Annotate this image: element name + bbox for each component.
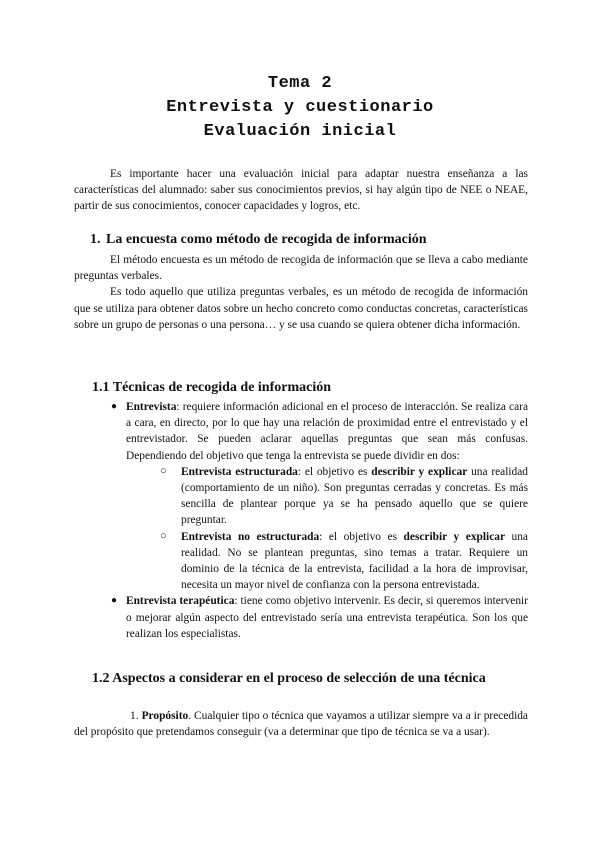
text-no-estructurada-pre: : el objetivo es: [319, 530, 404, 543]
circle-bullet-icon: ○: [160, 464, 167, 477]
title-main: Entrevista y cuestionario: [166, 98, 434, 117]
term-proposito: Propósito: [141, 710, 189, 722]
text-no-estructurada-post: una realidad. No se plantean preguntas, sino temas a tratar. Requiere un dominio de la técnica de la entrevista, facilidad a la hora de improvisar, necesita un mayor nivel de confianza con la persona entrevistada.: [181, 530, 528, 592]
bullet-icon: ●: [111, 595, 118, 607]
section-1-1-heading: 1.1 Técnicas de recogida de información: [92, 380, 332, 395]
title-sub: Evaluación inicial: [203, 122, 397, 141]
list-item-estructurada: [74, 464, 528, 529]
section-1-1: [74, 379, 528, 397]
bold-describir-2: describir y explicar: [403, 530, 505, 543]
term-no-estructurada: Entrevista no estructurada: [181, 530, 320, 543]
text-terapeutica: : tiene como objetivo intervenir. Es decir, si queremos intervenir o mejorar algún aspecto del entrevistado sería una entrevista terapéutica. Son los que realizan los especialistas.: [126, 595, 528, 640]
list-item-no-estructurada: [74, 529, 528, 594]
section-1-2-body: [74, 708, 528, 740]
bullet-icon: ●: [111, 401, 118, 412]
section-1-1-body: [74, 399, 528, 642]
section-1-title: La encuesta como método de recogida de información: [106, 232, 427, 247]
intro-paragraph: Es importante hacer una evaluación inicial para adaptar nuestra enseñanza a las características del alumnado: saber sus conocimientos previos, si hay algún tipo de NEE o NEAE, partir de sus conocimientos, conocer capacidades y logros, etc.: [74, 168, 528, 213]
section-1-paragraph-2: Es todo aquello que utiliza preguntas verbales, es un método de recogida de información que se utiliza para obtener datos sobre un hecho concreto como conductas concretas, características sobre un grupo de personas o una persona… y se usa cuando se quiera obtener dicha información.: [74, 286, 528, 331]
term-estructurada: Entrevista estructurada: [181, 465, 298, 478]
text-proposito: . Cualquier tipo o técnica que vayamos a utilizar siempre va a ir precedida del propósito que pretendamos conseguir (va a determinar que tipo de técnica se va a usar).: [74, 710, 528, 739]
text-estructurada-pre: : el objetivo es: [297, 465, 372, 478]
section-1-2: [74, 670, 528, 688]
intro-block: [74, 166, 528, 215]
aspect-number: 1.: [130, 710, 139, 722]
section-1-2-heading: 1.2 Aspectos a considerar en el proceso de selección de una técnica: [92, 671, 486, 686]
section-1-body: [74, 252, 528, 333]
section-1-paragraph-1: El método encuesta es un método de recogida de información que se lleva a cabo mediante preguntas verbales.: [74, 254, 528, 283]
list-item-entrevista: [74, 399, 528, 464]
bold-describir-1: describir y explicar: [371, 465, 468, 478]
title-topic: Tema 2: [267, 74, 333, 93]
text-entrevista: : requiere información adicional en el proceso de interacción. Se realiza cara a cara, en directo, por lo que hay una relación de proximidad entre el entrevistado y el entrevistador. Se pueden aclarar aquellas preguntas que sean más confusas. Dependiendo del objetivo que tenga la entrevista se puede dividir en dos:: [126, 401, 528, 462]
section-1-heading: [74, 231, 528, 249]
techniques-list: [74, 399, 528, 642]
document-title: [0, 72, 600, 144]
aspect-proposito: [74, 708, 528, 740]
list-item-terapeutica: [74, 593, 528, 642]
term-entrevista: Entrevista: [126, 401, 177, 413]
section-1-number: 1.: [90, 232, 101, 247]
circle-bullet-icon: ○: [160, 529, 167, 542]
text-estructurada-post: una realidad (comportamiento de un niño). Son preguntas cerradas y concretas. Es más sencilla de plantear porque ya se ha pensado aquello que se quiere preguntar.: [181, 465, 528, 527]
term-terapeutica: Entrevista terapéutica: [126, 595, 235, 608]
section-1: [74, 231, 528, 249]
